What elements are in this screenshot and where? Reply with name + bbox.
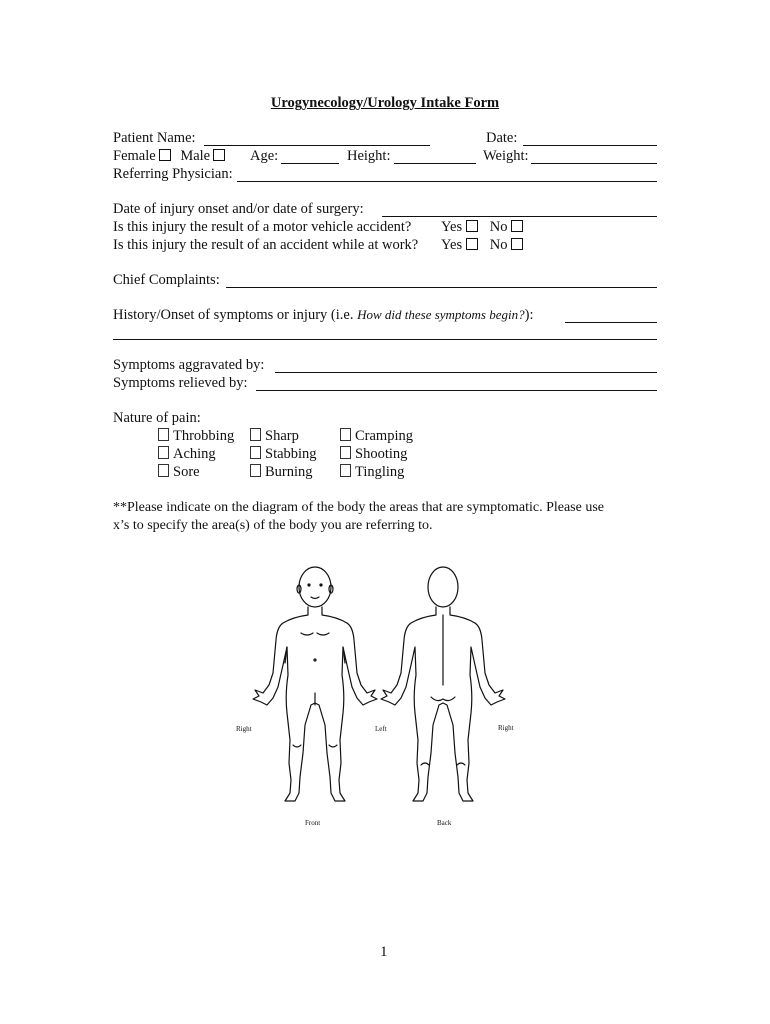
body-front-figure-icon[interactable] [245, 565, 385, 815]
weight-label: Weight: [483, 148, 529, 164]
pain-option[interactable] [250, 463, 313, 481]
relieved-label: Symptoms relieved by: [113, 375, 248, 391]
complaints-field[interactable] [226, 287, 657, 288]
back-right-label: Right [498, 724, 514, 732]
complaints-label: Chief Complaints: [113, 272, 220, 288]
aggravated-field[interactable] [275, 372, 657, 373]
age-label: Age: [250, 148, 279, 164]
mva-yes-label: Yes [441, 219, 463, 235]
date-field[interactable] [523, 145, 657, 146]
pain-checkbox-icon [250, 464, 261, 477]
pain-option-label: Throbbing [173, 428, 235, 444]
patient-name-label: Patient Name: [113, 130, 196, 146]
pain-checkbox-icon [340, 446, 351, 459]
pain-option-label: Tingling [355, 464, 405, 480]
pain-checkbox-icon [158, 446, 169, 459]
history-label-start: History/Onset of symptoms or injury (i.e. [113, 307, 354, 323]
patient-name-field[interactable] [204, 145, 430, 146]
pain-option[interactable] [250, 427, 299, 445]
work-yes-label: Yes [441, 237, 463, 253]
pain-checkbox-icon [250, 446, 261, 459]
pain-option-label: Aching [173, 446, 216, 462]
injury-onset-field[interactable] [382, 216, 657, 217]
history-field-1[interactable] [565, 322, 657, 323]
pain-option-label: Burning [265, 464, 313, 480]
pain-option-label: Sore [173, 464, 200, 480]
pain-option[interactable] [250, 445, 317, 463]
gender-row [113, 147, 225, 165]
body-back-figure-icon[interactable] [375, 565, 515, 815]
history-label-italic: How did these symptoms begin? [357, 307, 525, 322]
pain-option[interactable] [340, 463, 404, 481]
instructions-line-2: x’s to specify the area(s) of the body you are referring to. [113, 518, 433, 533]
pain-checkbox-icon [158, 428, 169, 441]
height-field[interactable] [394, 163, 476, 164]
pain-option[interactable] [340, 445, 407, 463]
pain-option[interactable] [158, 463, 200, 481]
aggravated-label: Symptoms aggravated by: [113, 357, 265, 373]
weight-field[interactable] [531, 163, 657, 164]
pain-option[interactable] [158, 445, 216, 463]
pain-checkbox-icon [340, 464, 351, 477]
female-label: Female [113, 148, 156, 164]
male-checkbox[interactable] [213, 149, 225, 161]
pain-option-label: Stabbing [265, 446, 317, 462]
age-field[interactable] [281, 163, 339, 164]
front-left-label: Left [375, 725, 387, 733]
physician-field[interactable] [237, 181, 657, 182]
date-label: Date: [486, 130, 518, 146]
pain-checkbox-icon [158, 464, 169, 477]
page-number: 1 [380, 944, 388, 960]
front-right-label: Right [236, 725, 252, 733]
pain-option-label: Cramping [355, 428, 413, 444]
work-question: Is this injury the result of an accident while at work? [113, 237, 419, 253]
work-no-label: No [489, 237, 508, 253]
work-answers [441, 236, 523, 254]
back-caption: Back [437, 819, 452, 827]
pain-checkbox-icon [250, 428, 261, 441]
mva-yes-checkbox[interactable] [466, 220, 478, 232]
pain-option[interactable] [158, 427, 234, 445]
history-field-2[interactable] [113, 339, 657, 340]
mva-answers [441, 218, 523, 236]
instructions-line-1: **Please indicate on the diagram of the body the areas that are symptomatic. Please use [113, 500, 605, 515]
pain-option-label: Shooting [355, 446, 408, 462]
work-no-checkbox[interactable] [511, 238, 523, 250]
history-label-end: ): [524, 307, 534, 323]
mva-question: Is this injury the result of a motor vehicle accident? [113, 219, 412, 235]
pain-label: Nature of pain: [113, 410, 201, 426]
pain-checkbox-icon [340, 428, 351, 441]
pain-option-label: Sharp [265, 428, 299, 444]
form-title: Urogynecology/Urology Intake Form [270, 95, 500, 111]
mva-no-label: No [489, 219, 508, 235]
female-checkbox[interactable] [159, 149, 171, 161]
mva-no-checkbox[interactable] [511, 220, 523, 232]
relieved-field[interactable] [256, 390, 657, 391]
history-label [113, 306, 533, 324]
front-caption: Front [305, 819, 321, 827]
work-yes-checkbox[interactable] [466, 238, 478, 250]
physician-label: Referring Physician: [113, 166, 233, 182]
pain-option[interactable] [340, 427, 413, 445]
height-label: Height: [347, 148, 391, 164]
male-label: Male [180, 148, 211, 164]
injury-onset-label: Date of injury onset and/or date of surgery: [113, 201, 364, 217]
